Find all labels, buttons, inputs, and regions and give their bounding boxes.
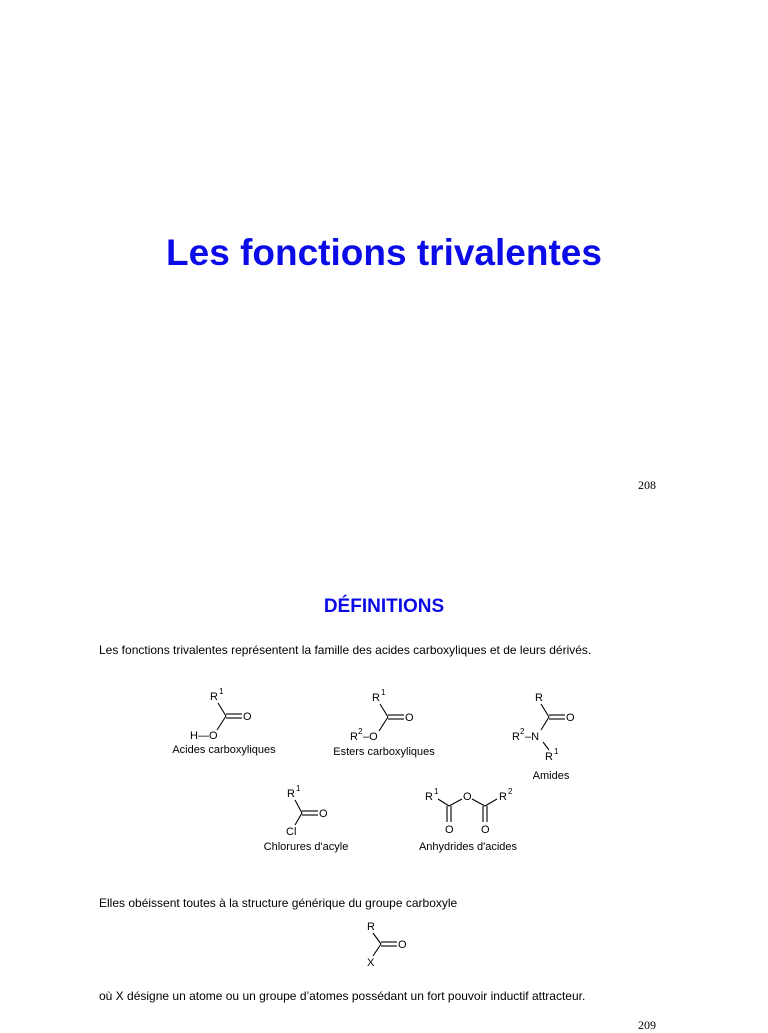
amide-structure — [512, 692, 575, 782]
anhydride-o-right-label: O — [481, 824, 490, 836]
page-number: 209 — [638, 1018, 656, 1032]
ester-caption: Esters carboxyliques — [333, 746, 435, 758]
page-title: Les fonctions trivalentes — [166, 232, 602, 273]
acid-o-label: O — [243, 711, 252, 723]
ester-structure — [333, 688, 435, 758]
anhydride-o-left-label: O — [445, 824, 454, 836]
amide-o-label: O — [566, 712, 575, 724]
acyl-chloride-caption: Chlorures d'acyle — [263, 841, 349, 853]
intro-paragraph: Les fonctions trivalentes représentent la famille des acides carboxyliques et de leurs dérivés. — [99, 643, 592, 657]
amide-n-label: –N — [525, 731, 540, 743]
acyl-chloride-r-label: R — [287, 788, 295, 800]
amide-r1-sup: 1 — [554, 747, 559, 756]
amide-r-label: R — [535, 692, 543, 704]
anhydride-r2-sup: 2 — [508, 787, 513, 796]
ester-o2-label: –O — [363, 731, 378, 743]
section-heading: DÉFINITIONS — [323, 596, 445, 617]
generic-structure-paragraph: Elles obéissent toutes à la structure générique du groupe carboxyle — [99, 896, 458, 910]
ester-o-label: O — [405, 712, 414, 724]
anhydride-caption: Anhydrides d'acides — [418, 841, 518, 853]
acid-caption: Acides carboxyliques — [172, 744, 276, 756]
note-paragraph: où X désigne un atome ou un groupe d’atomes possédant un fort pouvoir inductif attracteur. — [99, 989, 586, 1003]
acyl-chloride-r-sup: 1 — [296, 784, 301, 793]
acid-structure — [172, 687, 276, 756]
generic-carboxyl-structure — [367, 921, 407, 969]
acid-r-sup: 1 — [219, 687, 224, 696]
acyl-chloride-o-label: O — [319, 808, 328, 820]
amide-r2-sup: 2 — [520, 727, 525, 736]
amide-caption: Amides — [532, 770, 570, 782]
generic-r-label: R — [367, 921, 375, 933]
anhydride-r1-sup: 1 — [434, 787, 439, 796]
generic-x-label: X — [367, 957, 375, 969]
acid-r-label: R — [210, 691, 218, 703]
acyl-chloride-structure — [264, 784, 349, 853]
amide-r2-label: R — [512, 731, 520, 743]
ester-r-sup: 1 — [381, 688, 386, 697]
anhydride-r1-label: R — [425, 791, 433, 803]
generic-o-label: O — [398, 939, 407, 951]
page-number: 208 — [638, 478, 656, 492]
ester-r2-sup: 2 — [358, 727, 363, 736]
ester-r2-label: R — [350, 731, 358, 743]
anhydride-structure — [419, 787, 518, 853]
ester-r-label: R — [372, 692, 380, 704]
acid-ho-label: H—O — [190, 730, 218, 742]
anhydride-r2-label: R — [499, 791, 507, 803]
acyl-chloride-cl-label: Cl — [286, 826, 297, 838]
amide-r1-label: R — [545, 751, 553, 763]
anhydride-o-bridge-label: O — [463, 791, 472, 803]
